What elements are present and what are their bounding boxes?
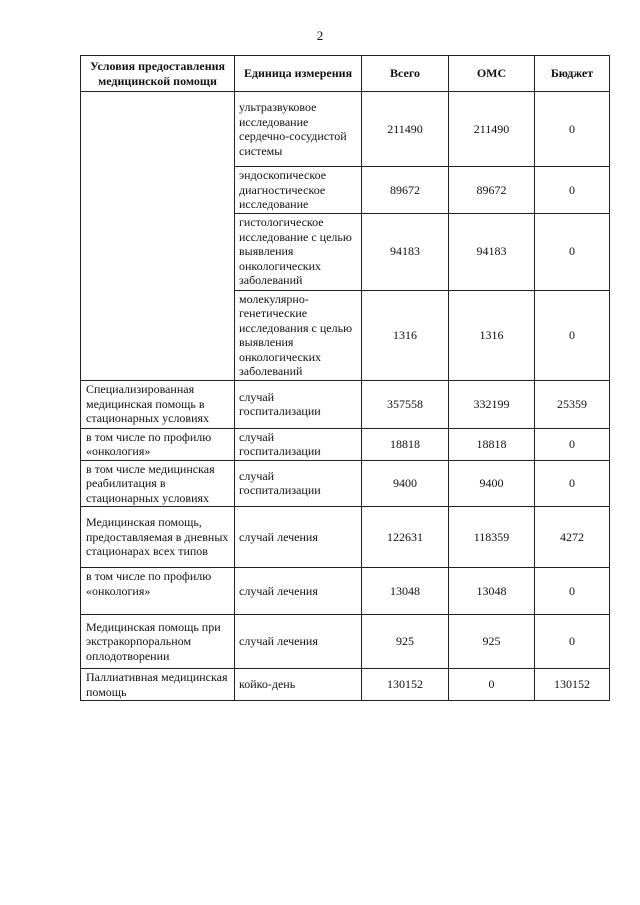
condition-cell (81, 92, 235, 381)
unit-cell: случай госпитализации (235, 428, 362, 460)
condition-cell: Специализированная медицинская помощь в стационарных условиях (81, 380, 235, 428)
total-cell: 89672 (362, 167, 449, 214)
unit-cell: койко-день (235, 669, 362, 701)
header-conditions: Условия предоставления медицинской помощи (81, 56, 235, 92)
unit-cell: случай госпитализации (235, 460, 362, 507)
oms-cell: 332199 (449, 380, 535, 428)
budget-cell: 0 (535, 568, 610, 615)
budget-cell: 25359 (535, 380, 610, 428)
table-row (81, 568, 610, 615)
unit-cell: эндоскопическое диагностическое исследование (235, 167, 362, 214)
condition-cell: Медицинская помощь, предоставляемая в дневных стационарах всех типов (81, 507, 235, 568)
total-cell: 357558 (362, 380, 449, 428)
unit-cell: случай лечения (235, 507, 362, 568)
total-cell: 925 (362, 615, 449, 669)
condition-cell: в том числе медицинская реабилитация в стационарных условиях (81, 460, 235, 507)
table-row (81, 92, 610, 167)
budget-cell: 0 (535, 460, 610, 507)
total-cell: 18818 (362, 428, 449, 460)
oms-cell: 13048 (449, 568, 535, 615)
condition-cell: в том числе по профилю «онкология» (81, 568, 235, 615)
oms-cell: 211490 (449, 92, 535, 167)
header-unit: Единица измерения (235, 56, 362, 92)
total-cell: 94183 (362, 213, 449, 290)
page-number: 2 (316, 28, 324, 43)
oms-cell: 94183 (449, 213, 535, 290)
condition-cell: Паллиативная медицинская помощь (81, 669, 235, 701)
budget-cell: 0 (535, 615, 610, 669)
oms-cell: 1316 (449, 290, 535, 380)
header-oms: ОМС (449, 56, 535, 92)
total-cell: 122631 (362, 507, 449, 568)
total-cell: 211490 (362, 92, 449, 167)
header-budget: Бюджет (535, 56, 610, 92)
condition-cell: Медицинская помощь при экстракорпоральном оплодотворении (81, 615, 235, 669)
oms-cell: 925 (449, 615, 535, 669)
unit-cell: случай лечения (235, 615, 362, 669)
unit-cell: случай госпитализации (235, 380, 362, 428)
total-cell: 1316 (362, 290, 449, 380)
medical-care-volume-table (80, 55, 610, 701)
table-row (81, 380, 610, 428)
table-row (81, 615, 610, 669)
table-row (81, 507, 610, 568)
table-header-row (81, 56, 610, 92)
oms-cell: 89672 (449, 167, 535, 214)
table-row (81, 428, 610, 460)
oms-cell: 18818 (449, 428, 535, 460)
total-cell: 130152 (362, 669, 449, 701)
oms-cell: 0 (449, 669, 535, 701)
budget-cell: 0 (535, 290, 610, 380)
unit-cell: случай лечения (235, 568, 362, 615)
budget-cell: 0 (535, 167, 610, 214)
table-row (81, 460, 610, 507)
table-row (81, 669, 610, 701)
unit-cell: ультразвуковое исследование сердечно-сосудистой системы (235, 92, 362, 167)
budget-cell: 130152 (535, 669, 610, 701)
total-cell: 13048 (362, 568, 449, 615)
budget-cell: 0 (535, 213, 610, 290)
budget-cell: 0 (535, 428, 610, 460)
total-cell: 9400 (362, 460, 449, 507)
oms-cell: 118359 (449, 507, 535, 568)
oms-cell: 9400 (449, 460, 535, 507)
condition-cell: в том числе по профилю «онкология» (81, 428, 235, 460)
unit-cell: гистологическое исследование с целью выявления онкологических заболеваний (235, 213, 362, 290)
unit-cell: молекулярно-генетические исследования с целью выявления онкологических заболеваний (235, 290, 362, 380)
budget-cell: 4272 (535, 507, 610, 568)
header-total: Всего (362, 56, 449, 92)
budget-cell: 0 (535, 92, 610, 167)
